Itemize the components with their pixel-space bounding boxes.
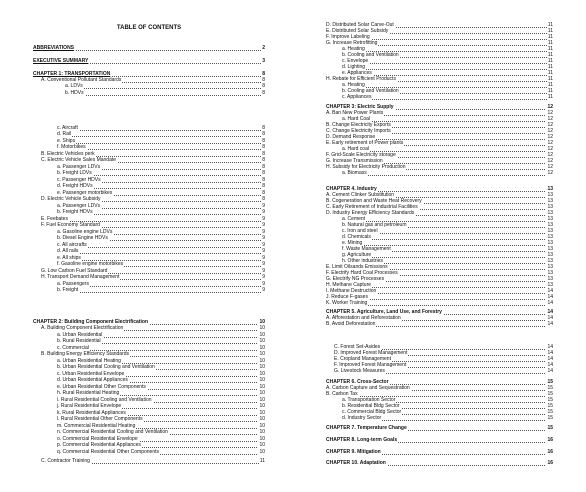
toc-entry-page: 14: [547, 294, 553, 300]
toc-entry-label: m. Commercial Residential Heating: [57, 423, 136, 429]
toc-entry-page: 14: [547, 362, 553, 368]
toc-entry[interactable]: [33, 45, 265, 52]
toc-entry-label: F. Improve Labeling: [326, 34, 370, 40]
toc-entry-page: 14: [547, 288, 553, 294]
toc-entry-label: k. Rural Residential Appliances: [57, 410, 126, 416]
toc-entry-label: e. Passenger motorbikes: [57, 190, 113, 196]
toc-entry-label: b. Diesel Engine HDVs: [57, 235, 108, 241]
toc-entry-label: H. Transport Demand Management: [41, 274, 120, 280]
toc-entry-page: 11: [547, 40, 553, 46]
toc-entry-page: 12: [547, 164, 553, 170]
toc-entry-label: b. Freight: [57, 287, 79, 293]
toc-entry-label: F. Fuel Economy Standard: [41, 222, 100, 228]
toc-entry-page: 12: [547, 104, 553, 110]
toc-entry-label: c. Urban Residential Envelope: [57, 371, 125, 377]
toc-entry-label: CHAPTER 6. Cross-Sector: [326, 379, 389, 385]
toc-entry[interactable]: [57, 390, 265, 397]
toc-entry-label: F. Electrify Hard Coal Processes: [326, 270, 398, 276]
toc-entry-page: 13: [547, 246, 553, 252]
toc-entry-page: 10: [259, 371, 265, 377]
toc-entry-page: 9: [262, 229, 265, 235]
toc-entry[interactable]: [41, 222, 265, 229]
toc-entry[interactable]: [57, 377, 265, 384]
toc-entry[interactable]: [57, 364, 265, 371]
toc-entry-page: 9: [262, 268, 265, 274]
toc-entry-page: 9: [262, 242, 265, 248]
toc-entry-label: C. Forest Set-Asides: [334, 344, 381, 350]
toc-entry-label: d. Rail: [57, 131, 72, 137]
toc-entry-page: 13: [547, 270, 553, 276]
toc-entry-page: 9: [262, 261, 265, 267]
toc-leader-dots: [65, 83, 265, 89]
toc-entry-label: b. Freight LDVs: [57, 170, 92, 176]
toc-entry-page: 8: [262, 71, 265, 77]
toc-entry-label: a. LDVs: [65, 83, 83, 89]
toc-entry-label: C. Early Retirement of Industrial Facilities: [326, 204, 418, 210]
toc-entry-label: CHAPTER 10. Adaptation: [326, 460, 386, 466]
toc-entry-page: 8: [262, 144, 265, 150]
toc-entry-page: 13: [547, 222, 553, 228]
toc-entry-page: 12: [547, 134, 553, 140]
toc-entry[interactable]: [41, 325, 265, 332]
toc-entry-label: K. Worker Training: [326, 300, 368, 306]
toc-entry[interactable]: [57, 131, 265, 138]
toc-entry-page: 14: [547, 300, 553, 306]
toc-entry-page: 15: [547, 379, 553, 385]
toc-entry-page: 8: [262, 157, 265, 163]
toc-entry-page: 16: [547, 437, 553, 443]
toc-entry-label: n. Commercial Residential Cooling and Ventilation: [57, 429, 168, 435]
toc-entry-page: 14: [547, 321, 553, 327]
toc-entry[interactable]: [334, 368, 553, 375]
toc-entry-page: 8: [262, 164, 265, 170]
toc-entry-label: d. Chemicals: [342, 234, 371, 240]
toc-entry-label: CHAPTER 7. Temperature Change: [326, 425, 407, 431]
toc-entry-page: 9: [262, 216, 265, 222]
toc-title: TABLE OF CONTENTS: [116, 25, 182, 31]
toc-entry[interactable]: [57, 429, 265, 436]
toc-entry-label: G. Increase Transmission: [326, 158, 383, 164]
toc-entry-label: d. Freight HDVs: [57, 183, 93, 189]
toc-entry-page: 11: [547, 76, 553, 82]
toc-entry-label: CHAPTER 1: TRANSPORTATION: [33, 71, 111, 77]
toc-entry-page: 10: [259, 338, 265, 344]
toc-entry-label: a. Heating: [342, 46, 365, 52]
toc-entry-page: 12: [547, 170, 553, 176]
toc-entry-page: 10: [259, 397, 265, 403]
toc-entry-label: F. Improved Forest Management: [334, 362, 407, 368]
toc-entry[interactable]: [57, 403, 265, 410]
toc-entry-label: B. Avoid Deforestation: [326, 321, 376, 327]
toc-entry-page: 13: [547, 192, 553, 198]
toc-entry-page: 15: [547, 403, 553, 409]
toc-entry-page: 14: [547, 309, 553, 315]
toc-entry-page: 13: [547, 252, 553, 258]
toc-entry-label: D. Industry Energy Efficiency Standards: [326, 210, 415, 216]
toc-entry-label: d. Lighting: [342, 64, 366, 70]
toc-entry-page: 11: [547, 82, 553, 88]
toc-entry-label: a. Passengers: [57, 281, 89, 287]
toc-entry-page: 10: [259, 410, 265, 416]
toc-entry-page: 9: [262, 281, 265, 287]
toc-entry-page: 13: [547, 216, 553, 222]
toc-entry-label: CHAPTER 8. Long-term Goals: [326, 437, 398, 443]
toc-entry-label: E. Cropland Management: [334, 356, 391, 362]
toc-entry-page: 8: [262, 90, 265, 96]
toc-entry-page: 13: [547, 234, 553, 240]
toc-entry-page: 11: [259, 458, 265, 464]
toc-entry-page: 9: [262, 274, 265, 280]
toc-entry-label: D. Demand Response: [326, 134, 376, 140]
toc-entry-page: 9: [262, 235, 265, 241]
toc-entry-page: 12: [547, 122, 553, 128]
toc-entry-page: 8: [262, 125, 265, 131]
toc-entry-label: p. Commercial Residential Appliances: [57, 442, 141, 448]
toc-entry-page: 13: [547, 204, 553, 210]
toc-entry-label: a. Cement: [342, 216, 366, 222]
toc-entry-label: b. Urban Residential Cooling and Ventilation: [57, 364, 155, 370]
toc-entry-label: e. Mining: [342, 240, 363, 246]
toc-entry-label: CHAPTER 5. Agriculture, Land Use, and Forestry: [326, 309, 442, 315]
toc-entry[interactable]: [57, 442, 265, 449]
toc-entry[interactable]: [326, 449, 553, 456]
toc-entry-page: 8: [262, 77, 265, 83]
toc-entry-page: 10: [259, 442, 265, 448]
toc-entry-page: 12: [547, 110, 553, 116]
toc-entry-label: I. Methane Destruction: [326, 288, 377, 294]
toc-entry-label: b. HDVs: [65, 90, 84, 96]
toc-entry[interactable]: [326, 321, 553, 328]
toc-entry-label: A. Cement Clinker Substitution: [326, 192, 395, 198]
toc-entry-page: 8: [262, 170, 265, 176]
toc-entry[interactable]: [57, 449, 265, 456]
toc-entry-label: c. Commercial: [57, 345, 89, 351]
toc-entry[interactable]: [33, 58, 265, 65]
toc-entry-label: a. Biomass: [342, 170, 367, 176]
toc-entry-page: 10: [259, 319, 265, 325]
toc-entry-page: 3: [262, 58, 265, 64]
toc-entry-label: a. Urban Residential Heating: [57, 358, 121, 364]
toc-entry-page: 9: [262, 255, 265, 261]
toc-entry[interactable]: [326, 437, 553, 444]
toc-entry-label: d. Urban Residential Appliances: [57, 377, 128, 383]
toc-entry-page: 10: [259, 345, 265, 351]
toc-entry-label: H. Rebate for Efficient Products: [326, 76, 396, 82]
toc-entry-page: 16: [547, 449, 553, 455]
toc-entry-label: a. Transportation Sector: [342, 397, 396, 403]
toc-entry-page: 14: [547, 315, 553, 321]
toc-entry-label: G. Low Carbon Fuel Standard: [41, 268, 108, 274]
toc-entry-page: 13: [547, 240, 553, 246]
toc-entry[interactable]: [342, 170, 553, 177]
toc-entry-page: 12: [547, 140, 553, 146]
toc-entry-label: j. Rural Residential Envelope: [57, 403, 122, 409]
toc-entry-label: b. Residential Bldg Sector: [342, 403, 400, 409]
toc-entry-label: B. Change Electricity Exports: [326, 122, 391, 128]
toc-entry-label: D. Electric Vehicle Subsidy: [41, 196, 101, 202]
toc-entry-label: c. Iron and steel: [342, 228, 378, 234]
toc-entry-label: a. Passenger LDVs: [57, 164, 101, 170]
toc-entry-label: E. Feebates: [41, 216, 68, 222]
toc-entry-page: 11: [547, 94, 553, 100]
toc-entry-page: 11: [547, 88, 553, 94]
toc-entry-label: G. Electrify NG Processes: [326, 276, 385, 282]
toc-entry[interactable]: [65, 83, 265, 90]
toc-entry-label: c. Appliances: [342, 94, 372, 100]
toc-entry-label: e. Ships: [57, 138, 76, 144]
toc-entry-page: 10: [259, 325, 265, 331]
toc-entry-page: 8: [262, 190, 265, 196]
toc-leader-dots: [342, 94, 553, 100]
toc-entry-page: 11: [547, 22, 553, 28]
toc-entry-page: 10: [259, 364, 265, 370]
toc-entry-page: 8: [262, 151, 265, 157]
toc-entry-page: 10: [259, 449, 265, 455]
toc-entry-page: 10: [259, 429, 265, 435]
toc-entry-label: CHAPTER 2: Building Component Electrification: [33, 319, 149, 325]
toc-entry-page: 13: [547, 198, 553, 204]
toc-entry-label: d. All rails: [57, 248, 79, 254]
toc-entry[interactable]: [57, 261, 265, 268]
toc-entry-label: A. Carbon Capture and Sequestration: [326, 385, 410, 391]
toc-entry-label: i. Rural Residential Cooling and Ventilation: [57, 397, 152, 403]
toc-entry-page: 2: [262, 45, 265, 51]
toc-entry-page: 12: [547, 128, 553, 134]
toc-entry-page: 13: [547, 210, 553, 216]
toc-entry-label: a. Gasoline engine LDVs: [57, 229, 113, 235]
toc-leader-dots: [57, 287, 265, 293]
toc-entry-label: EXECUTIVE SUMMARY: [33, 58, 89, 64]
toc-entry-page: 9: [262, 222, 265, 228]
toc-entry-label: q. Commercial Residential Other Components: [57, 449, 159, 455]
toc-entry-page: 11: [547, 28, 553, 34]
toc-entry[interactable]: [326, 425, 553, 432]
toc-entry-label: G. Increase Retrofitting: [326, 40, 378, 46]
toc-entry-label: c. Envelope: [342, 58, 369, 64]
toc-entry-label: F. Grid-Scale Electricity storage: [326, 152, 396, 158]
toc-entry-page: 8: [262, 183, 265, 189]
toc-entry-label: CHAPTER 4. Industry: [326, 186, 377, 192]
toc-entry-label: b. Cooling and Ventilation: [342, 88, 399, 94]
toc-entry-label: G. Livestock Measures: [334, 368, 385, 374]
toc-entry[interactable]: [57, 235, 265, 242]
toc-leader-dots: [57, 131, 265, 137]
toc-entry-label: e. All ships: [57, 255, 81, 261]
toc-entry-page: 14: [547, 368, 553, 374]
toc-entry-page: 13: [547, 228, 553, 234]
toc-entry-label: A. Afforestation and Reforestation: [326, 315, 401, 321]
toc-entry-page: 10: [259, 384, 265, 390]
toc-entry[interactable]: [342, 415, 553, 422]
toc-entry-page: 9: [262, 287, 265, 293]
toc-entry-page: 12: [547, 146, 553, 152]
toc-entry-page: 11: [547, 52, 553, 58]
toc-entry-label: a. Hard coal: [342, 146, 369, 152]
toc-entry-page: 13: [547, 276, 553, 282]
toc-entry[interactable]: [41, 274, 265, 281]
toc-leader-dots: [342, 170, 553, 176]
toc-entry-page: 13: [547, 258, 553, 264]
toc-entry-page: 10: [259, 358, 265, 364]
toc-entry-label: e. Urban Residential Other Components: [57, 384, 146, 390]
toc-entry-page: 10: [259, 377, 265, 383]
toc-entry-label: C. Change Electricity Imports: [326, 128, 391, 134]
toc-entry-page: 10: [259, 390, 265, 396]
toc-leader-dots: [57, 144, 265, 150]
toc-entry-label: g. Agriculture: [342, 252, 372, 258]
toc-entry[interactable]: [326, 460, 553, 467]
toc-entry[interactable]: [57, 338, 265, 345]
toc-entry-page: 10: [259, 351, 265, 357]
toc-entry-page: 11: [547, 70, 553, 76]
toc-entry-label: CHAPTER 9. Mitigation: [326, 449, 381, 455]
toc-entry-page: 15: [547, 397, 553, 403]
toc-entry-label: o. Commercial Residential Envelope: [57, 436, 138, 442]
toc-entry-label: E. Early retirement of Power plants: [326, 140, 404, 146]
toc-entry-label: H. Methane Capture: [326, 282, 372, 288]
toc-entry-label: ABBREVIATIONS: [33, 45, 75, 51]
toc-entry-label: a. Hard Coal: [342, 116, 371, 122]
toc-entry-label: a. Heating: [342, 82, 365, 88]
toc-entry-label: c. Aircraft: [57, 125, 78, 131]
toc-entry-page: 10: [259, 436, 265, 442]
toc-entry-page: 8: [262, 83, 265, 89]
toc-entry-label: D. Improved Forest Management: [334, 350, 408, 356]
toc-entry-label: J. Reduce F-gases: [326, 294, 368, 300]
toc-entry-label: c. Passenger HDVs: [57, 177, 101, 183]
toc-entry-label: c. All aircrafts: [57, 242, 87, 248]
toc-entry-page: 11: [547, 46, 553, 52]
toc-entry-label: B. Building Energy Efficiency Standards: [41, 351, 130, 357]
toc-entry-page: 15: [547, 391, 553, 397]
toc-entry-page: 13: [547, 264, 553, 270]
toc-entry-page: 11: [547, 58, 553, 64]
toc-entry[interactable]: [326, 300, 553, 307]
toc-entry-page: 8: [262, 138, 265, 144]
toc-entry[interactable]: [57, 144, 265, 151]
toc-entry-label: b. Rural Residential: [57, 338, 101, 344]
toc-entry-label: E. Distributed Solar Subsidy: [326, 28, 389, 34]
toc-entry-label: h. Rural Residential Heating: [57, 390, 120, 396]
toc-entry-label: f. Gasoline engine motorbikes: [57, 261, 124, 267]
toc-entry-page: 9: [262, 248, 265, 254]
toc-entry-page: 15: [547, 415, 553, 421]
toc-entry-label: f. Motorbikes: [57, 144, 86, 150]
toc-entry-page: 10: [259, 416, 265, 422]
toc-entry[interactable]: [57, 416, 265, 423]
toc-entry-page: 10: [259, 403, 265, 409]
toc-entry-page: 11: [547, 64, 553, 70]
toc-entry-page: 8: [262, 196, 265, 202]
toc-entry-page: 16: [547, 460, 553, 466]
toc-entry-page: 9: [262, 203, 265, 209]
toc-entry-label: C. Electric Vehicle Sales Mandate: [41, 157, 117, 163]
toc-entry-label: e. Appliances: [342, 70, 372, 76]
toc-entry-label: a. Urban Residential: [57, 332, 103, 338]
toc-entry-label: A. Ban New Power Plants: [326, 110, 384, 116]
toc-entry-label: D. Distributed Solar Carve-Out: [326, 22, 394, 28]
toc-entry[interactable]: [41, 157, 265, 164]
toc-entry-label: B. Electric Vehicles perk: [41, 151, 95, 157]
toc-entry[interactable]: [41, 196, 265, 203]
toc-entry-label: A. Building Component Electrification: [41, 325, 124, 331]
toc-entry-label: f. Waste Management: [342, 246, 391, 252]
toc-entry-page: 14: [547, 344, 553, 350]
toc-entry-page: 10: [259, 332, 265, 338]
toc-entry-label: E. Limit Oilsands Emissions: [326, 264, 388, 270]
toc-entry-label: b. Freight HDVs: [57, 209, 93, 215]
toc-entry-label: b. Cooling and Ventilation: [342, 52, 399, 58]
toc-entry-label: h. Other industries: [342, 258, 383, 264]
toc-entry[interactable]: [57, 209, 265, 216]
toc-leader-dots: [65, 90, 265, 96]
toc-entry[interactable]: [57, 170, 265, 177]
toc-entry-page: 14: [547, 356, 553, 362]
toc-entry-label: a. Passenger LDVs: [57, 203, 101, 209]
toc-entry-page: 15: [547, 385, 553, 391]
toc-entry-page: 14: [547, 350, 553, 356]
toc-entry[interactable]: [57, 248, 265, 255]
toc-entry[interactable]: [342, 94, 553, 101]
toc-entry[interactable]: [57, 183, 265, 190]
toc-entry-page: 8: [262, 131, 265, 137]
toc-entry-page: 12: [547, 152, 553, 158]
toc-entry-page: 12: [547, 116, 553, 122]
toc-entry-label: H. Subsidy for Electricity Production: [326, 164, 406, 170]
toc-entry-label: c. Commercial Bldg Sector: [342, 409, 402, 415]
toc-entry[interactable]: [57, 287, 265, 294]
toc-entry[interactable]: [65, 90, 265, 97]
toc-entry-label: d. Industry Sector: [342, 415, 382, 421]
toc-entry-label: A. Conventional Pollutant Standards: [41, 77, 122, 83]
toc-entry[interactable]: [41, 351, 265, 358]
toc-entry-page: 15: [547, 425, 553, 431]
toc-entry[interactable]: [41, 458, 265, 465]
toc-leader-dots: [57, 248, 265, 254]
toc-entry-label: CHAPTER 3: Electric Supply: [326, 104, 394, 110]
toc-entry-label: B. Carbon Tax: [326, 391, 358, 397]
toc-entry-page: 8: [262, 177, 265, 183]
toc-entry-label: b. Natural gas and petroleum: [342, 222, 407, 228]
toc-entry-page: 12: [547, 158, 553, 164]
toc-entry-page: 9: [262, 209, 265, 215]
toc-entry-page: 11: [547, 34, 553, 40]
toc-entry-label: l. Rural Residential Other Components: [57, 416, 143, 422]
toc-entry-label: C. Contractor Training: [41, 458, 90, 464]
toc-entry-page: 13: [547, 282, 553, 288]
toc-entry-label: B. Cogeneration and Waste Heat Recovery: [326, 198, 422, 204]
toc-entry-page: 15: [547, 409, 553, 415]
toc-entry-page: 10: [259, 423, 265, 429]
toc-entry-page: 13: [547, 186, 553, 192]
